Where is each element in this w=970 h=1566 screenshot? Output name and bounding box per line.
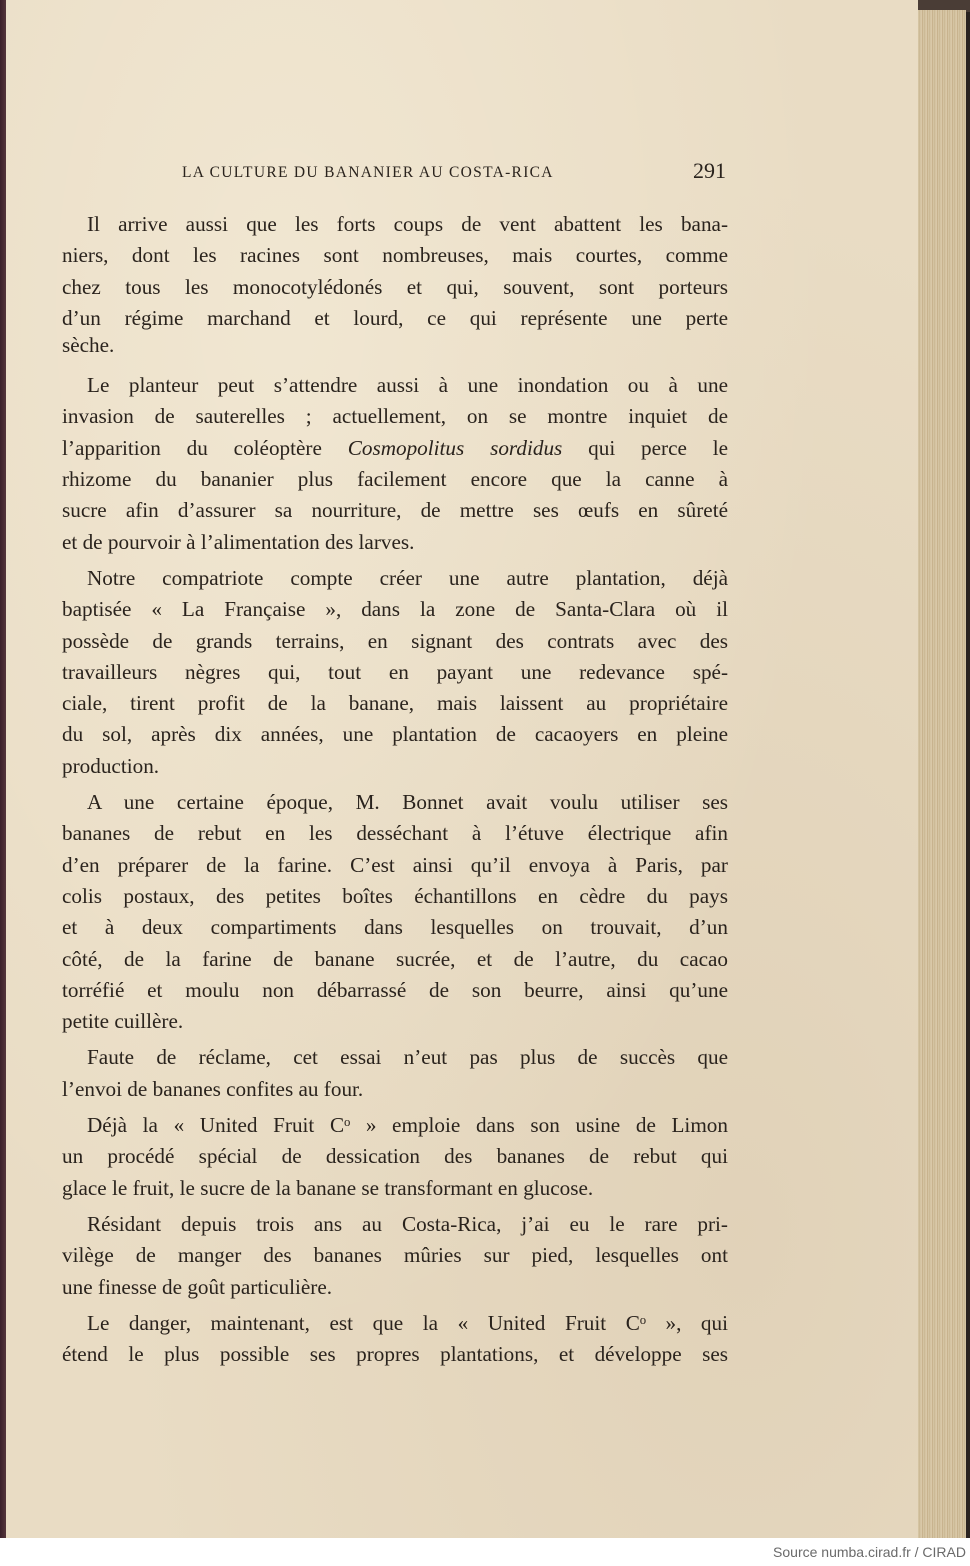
paragraph xyxy=(62,563,728,782)
text-line: vilège de manger des bananes mûries sur pied, lesquelles ont xyxy=(62,1243,728,1268)
text-line: glace le fruit, le sucre de la banane se transformant en glucose. xyxy=(62,1175,594,1200)
text-line: un procédé spécial de dessication des bananes de rebut qui xyxy=(62,1144,728,1169)
source-credit: Source numba.cirad.fr / CIRAD xyxy=(773,1544,966,1560)
text-line: l’envoi de bananes confites au four. xyxy=(62,1076,364,1101)
text-line: d’en préparer de la farine. C’est ainsi qu’il envoya à Paris, par xyxy=(62,852,728,877)
text-line: Il arrive aussi que les forts coups de vent abattent les bana- xyxy=(87,212,728,236)
text-line: colis postaux, des petites boîtes échantillons en cèdre du pays xyxy=(62,883,728,908)
paragraph xyxy=(62,1110,728,1204)
text-line: Faute de réclame, cet essai n’eut pas plus de succès que xyxy=(87,1045,728,1070)
page-header xyxy=(62,158,728,188)
text-line: Déjà la « United Fruit Cᵒ » emploie dans son usine de Limon xyxy=(87,1113,728,1138)
text-line: invasion de sauterelles ; actuellement, on se montre inquiet de xyxy=(62,404,728,429)
text-line: d’un régime marchand et lourd, ce qui représente une perte xyxy=(62,305,728,330)
page-stack-edges xyxy=(918,10,966,1538)
text-line: production. xyxy=(62,753,160,778)
text-line: Résidant depuis trois ans au Costa-Rica, j’ai eu le rare pri- xyxy=(87,1211,728,1236)
running-title: LA CULTURE DU BANANIER AU COSTA-RICA xyxy=(182,164,554,181)
text-line: possède de grands terrains, en signant des contrats avec des xyxy=(62,628,728,653)
text-line: A une certaine époque, M. Bonnet avait voulu utiliser ses xyxy=(87,790,728,815)
text-line: une finesse de goût particulière. xyxy=(62,1274,333,1299)
text-line: sucre afin d’assurer sa nourriture, de mettre ses œufs en sûreté xyxy=(62,498,728,523)
text-line: Le danger, maintenant, est que la « United Fruit Cᵒ », qui xyxy=(87,1310,728,1335)
text-line: bananes de rebut en les desséchant à l’étuve électrique afin xyxy=(62,821,728,846)
paragraph xyxy=(62,1308,728,1371)
paragraph xyxy=(62,1042,728,1105)
text-line: côté, de la farine de banane sucrée, et de l’autre, du cacao xyxy=(62,946,728,971)
text-line: étend le plus possible ses propres plantations, et développe ses xyxy=(62,1342,728,1367)
species-name: Cosmopolitus sordidus xyxy=(347,435,563,460)
footer-bar xyxy=(0,1538,970,1566)
text-line: et de pourvoir à l’alimentation des larves. xyxy=(62,529,415,554)
text-line: Notre compatriote compte créer une autre plantation, déjà xyxy=(87,565,728,590)
text-line: ciale, tirent profit de la banane, mais laissent au propriétaire xyxy=(62,691,728,716)
text-line: torréfié et moulu non débarrassé de son beurre, ainsi qu’une xyxy=(62,977,728,1002)
page-number: 291 xyxy=(693,158,726,183)
paragraph xyxy=(62,787,728,1037)
text-line: Le planteur peut s’attendre aussi à une inondation ou à une xyxy=(87,373,728,398)
text-line: petite cuillère. xyxy=(62,1009,184,1034)
text-line: baptisée « La Française », dans la zone de Santa-Clara où il xyxy=(62,597,728,622)
paragraph xyxy=(62,209,728,356)
text-line: et à deux compartiments dans lesquelles on trouvait, d’un xyxy=(62,915,728,940)
text-line: rhizome du bananier plus facilement encore que la canne à xyxy=(62,467,728,492)
text-line: du sol, après dix années, une plantation de cacaoyers en pleine xyxy=(62,722,728,747)
text-line: travailleurs nègres qui, tout en payant une redevance spé- xyxy=(62,659,728,684)
text-line: chez tous les monocotylédonés et qui, souvent, sont porteurs xyxy=(62,274,728,299)
text-line: sèche. xyxy=(62,333,115,358)
paragraph xyxy=(62,370,728,558)
paragraph xyxy=(62,1209,728,1303)
body-text xyxy=(62,209,728,1375)
text-line: niers, dont les racines sont nombreuses, mais courtes, comme xyxy=(62,243,728,268)
text-line: l’apparition du coléoptère Cosmopolitus sordidus qui perce le xyxy=(62,435,728,460)
